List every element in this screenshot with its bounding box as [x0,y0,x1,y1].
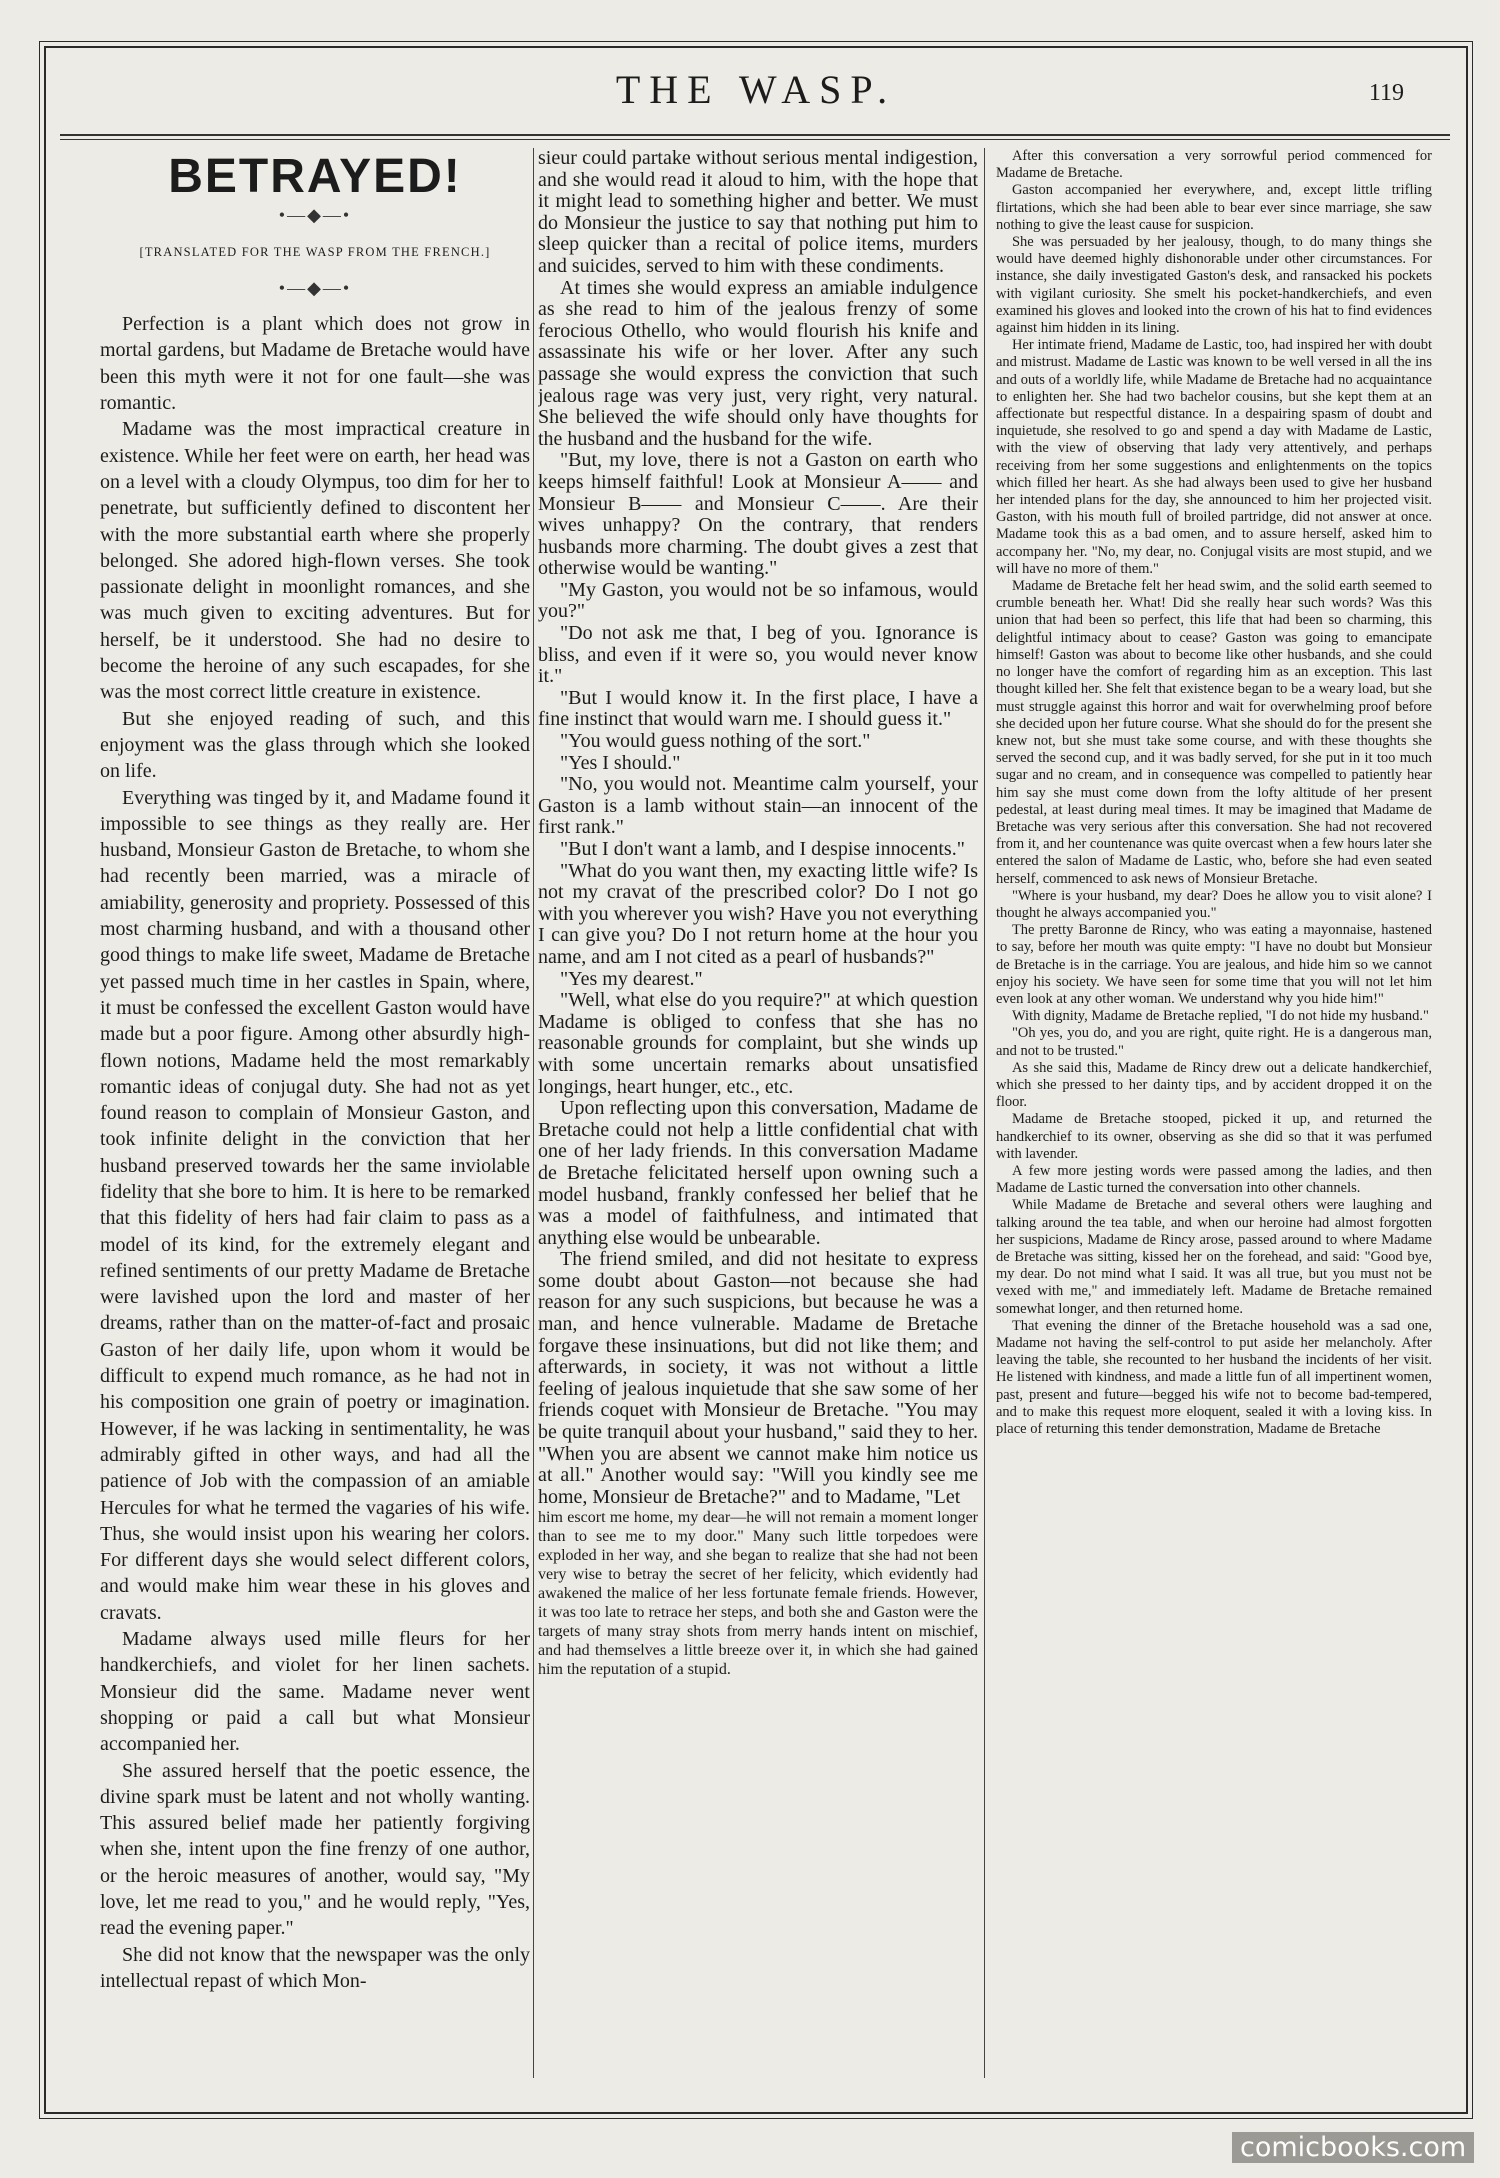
paragraph: At times she would express an amiable indulgence as she read to him of the jealous frenzy of some ferocious Othello, who would flourish his knife and assassinate his wife or her lover. After any such passage she would express the conviction that such jealous rage was very just, very right, very natural. She believed the wife should only have thoughts for the husband and the husband for the wife. [538,276,978,450]
article-title: BETRAYED! [168,150,462,203]
paragraph: After this conversation a very sorrowful period commenced for Madame de Bretache. [996,148,1432,182]
paragraph: "Well, what else do you require?" at which question Madame is obliged to confess that she has no reasonable grounds for complaint, but she winds up with some uncertain remarks about unsatisfied longings, heart hunger, etc., etc. [538,989,978,1098]
header-rule-thin [60,139,1450,140]
paragraph: "What do you want then, my exacting little wife? Is not my cravat of the prescribed color? Do I not go with you wherever you wish? Have you not everything I can give you? Do I not return home at the hour you name, and am I not cited as a pearl of husbands?" [538,859,978,968]
paragraph: The friend smiled, and did not hesitate to express some doubt about Gaston—not because she had reason for any such suspicions, but because he was a man, and hence vulnerable. Madame de Bretache forgave these insinuations, but did not like them; and afterwards, in society, it was not without a little feeling of jealous inquietude that she saw some of her friends coquet with Monsieur de Bretache. "You may be quite tranquil about your husband," said they to her. "When you are absent we cannot make him notice us at all." Another would say: "Will you kindly see me home, Monsieur de Bretache?" and to Madame, "Let [538,1248,978,1508]
paragraph: Madame always used mille fleurs for her handkerchiefs, and violet for her linen sachets. Monsieur did the same. Madame never went shopping or paid a call but what Monsieur accompanied her. [100,1628,530,1756]
paragraph: She did not know that the newspaper was the only intellectual repast of which Mon- [100,1943,530,1992]
paragraph: "Yes my dearest." [560,967,703,990]
paragraph: Madame de Bretache stooped, picked it up, and returned the handkerchief to its owner, observing as she did so that it was perfumed with lavender. [996,1111,1432,1162]
paragraph: "But I would know it. In the first place, I have a fine instinct that would warn me. I should guess it." [538,686,978,731]
paragraph: "Oh yes, you do, and you are right, quite right. He is a dangerous man, and not to be trusted." [996,1025,1432,1059]
paragraph: Her intimate friend, Madame de Lastic, too, had inspired her with doubt and mistrust. Madame de Lastic was known to be well versed in all the ins and outs of a worldly life, while Madame de Bretache had no acquaintance to enlighten her. She had two bachelor cousins, but she kept them at an affectionate but respectful distance. In a despairing spasm of doubt and inquietude, she resolved to go and spend a day with Madame de Lastic, with the view of observing that lady very attentively, and perhaps receiving from her some suggestions and enlightenments on the topics which filled her heart. As she had always been used to give her husband her intended plans for the day, she announced to him her projected visit. Gaston, with his mouth full of broiled partridge, did not answer at once. Madame took this as a bad omen, and to assure herself, asked him to accompany her. "No, my dear, no. Conjugal visits are most stupid, and we will have no more of them." [996,337,1432,577]
column-divider-2 [984,148,985,2078]
byline-ornament: •—◆—• [278,277,352,298]
paragraph: The pretty Baronne de Rincy, who was eating a mayonnaise, hastened to say, before her mouth was quite empty: "I have no doubt but Monsieur de Bretache is in the carriage. You are jealous, and hide him so we cannot enjoy his society. We have seen for some time that you will not let him even look at any other woman. We understand why you hide him!" [996,922,1432,1007]
paragraph: "My Gaston, you would not be so infamous, would you?" [538,578,978,623]
paragraph: But she enjoyed reading of such, and this enjoyment was the glass through which she looked on life. [100,707,530,783]
paragraph: Everything was tinged by it, and Madame found it impossible to see things as they really are. Her husband, Monsieur Gaston de Bretache, to whom she had recently been married, was a miracle of amiability, generosity and propriety. Possessed of this most charming husband, and with a thousand other good things to make life sweet, Madame de Bretache yet passed much time in her castles in Spain, where, it must be confessed the excellent Gaston would have made but a poor figure. Among other absurdly high-flown notions, Madame held the most remarkably romantic ideas of conjugal duty. She had not as yet found reason to complain of Monsieur Gaston, and took infinite delight in the conviction that her husband preserved towards her the same inviolable fidelity that she bore to him. It is here to be remarked that this fidelity of hers had fair claim to pass as a model of its kind, for the extremely elegant and refined sentiments of our pretty Madame de Bretache were lavished upon the lord and master of her dreams, rather than on the matter-of-fact and prosaic Gaston of her daily life, upon whom it would be difficult to expend much romance, as he had not in his composition one grain of poetry or imagination. However, if he was lacking in sentimentality, he was admirably gifted in other ways, and had all the patience of Job with the compassion of an amiable Hercules for what he termed the vagaries of his wife. Thus, she would insist upon his wearing her colors. For different days she would select different colors, and would make him wear these in his gloves and cravats. [100,786,530,1624]
masthead: THE WASP. [615,67,897,112]
paragraph: With dignity, Madame de Bretache replied, "I do not hide my husband." [1011,1008,1429,1025]
paragraph: Madame de Bretache felt her head swim, and the solid earth seemed to crumble beneath her. What! Did she really hear such words? Was this union that had been so perfect, this life that had been so charming, this delightful intimacy about to cease? Gaston was going to emancipate himself! Gaston was about to become like other husbands, and she could no longer have the comfort of regarding him as an exception. This last thought killed her. She felt that existence began to be a weary load, but she must struggle against this horror and wait for overwhelming proof before she decided upon her future course. What she should do for the present she knew not, but she must take some course, and with these thoughts she served the second cup, and it was badly served, for she put in it too much sugar and no cream, and in consequence was compelled to patiently hear him say she must come down from the lofty altitude of her present pedestal, at least during meal times. It may be imagined that Madame de Bretache was very serious after this conversation. She had not recovered from it, and her countenance was quite overcast when a few hours later she entered the salon of Madame de Lastic, who, before she had even seated herself, commenced to ask news of Monsieur Bretache. [996,578,1432,887]
column-2 [538,148,978,2078]
site-watermark: comicbooks.com [1232,2132,1474,2163]
paragraph: "Where is your husband, my dear? Does he allow you to visit alone? I thought he always accompanied you." [996,887,1432,921]
paragraph: That evening the dinner of the Bretache household was a sad one, Madame not having the self-control to put aside her melancholy. After leaving the table, she recounted to her husband the incidents of her visit. He listened with kindness, and made a little fun of all impertinent women, past, present and future—begged his wife not to become bad-tempered, and to make this request more eloquent, sealed it with a loving kiss. In place of returning this tender demonstration, Madame de Bretache [996,1317,1432,1438]
byline: [TRANSLATED FOR THE WASP FROM THE FRENCH.] [139,244,491,259]
paragraph: "Yes I should." [560,751,681,774]
paragraph: A few more jesting words were passed among the ladies, and then Madame de Lastic turned the conversation into other channels. [996,1162,1432,1197]
paragraph: While Madame de Bretache and several others were laughing and talking around the tea table, and when our heroine had almost forgotten her suspicions, Madame de Rincy arose, passed around to where Madame de Bretache was sitting, kissed her on the forehead, and said: "Good bye, my dear. Do not mind what I said. It was all true, but you must not be vexed with me," and immediately left. Madame de Bretache remained somewhat longer, and then returned home. [996,1197,1432,1317]
column-3 [996,148,1432,2078]
page-number: 119 [1368,80,1404,106]
paragraph: She was persuaded by her jealousy, though, to do many things she would have deemed highly dishonorable under other circumstances. For instance, she daily investigated Gaston's desk, and ransacked his pockets with vigilant curiosity. She smelt his pocket-handkerchiefs, and even examined his gloves and looked into the crown of his hat to find evidences against him hidden in its lining. [996,234,1432,337]
paragraph-small-type: him escort me home, my dear—he will not remain a moment longer than to see me to my door." Many such little torpedoes were exploded in her way, and she began to realize that she had not been very wise to betray the secret of her felicity, which evidently had awakened the malice of her less fortunate female friends. However, it was too late to retrace her steps, and both she and Gaston were the targets of many stray shots from merry hands intent on mischief, and had themselves a little breeze over it, in which she had gained him the reputation of a stupid. [538,1509,978,1679]
header-rule [60,134,1450,136]
column-1 [100,148,530,2078]
paragraph: "But I don't want a lamb, and I despise innocents." [560,838,965,860]
paragraph: She assured herself that the poetic essence, the divine spark must be latent and not wholly wanting. This assured belief made her patiently forgiving when she, intent upon the fine frenzy of one author, or the heroic measures of another, would say, "My love, let me read to you," and he would reply, "Yes, read the evening paper." [100,1759,530,1940]
paragraph: Madame was the most impractical creature in existence. While her feet were on earth, her head was on a level with a cloudy Olympus, too dim for her to penetrate, but sufficiently defined to discontent her with the more substantial earth where she properly belonged. She adored high-flown verses. She took passionate delight in moonlight romances, and she was much given to exciting adventures. But for herself, be it understood. She had no desire to become the heroine of any such escapades, for she was the most correct little creature in existence. [100,418,530,704]
paragraph: sieur could partake without serious mental indigestion, and she would read it aloud to him, with the hope that it might lead to something higher and better. We must do Monsieur the justice to say that nothing put him to sleep quicker than a recital of police items, murders and suicides, served to him with these condiments. [538,148,978,277]
title-ornament: •—◆—• [278,205,352,226]
paragraph: Perfection is a plant which does not grow in mortal gardens, but Madame de Bretache would have been this myth were it not for one fault—she was romantic. [100,313,530,415]
column-divider-1 [533,148,534,2078]
paragraph: As she said this, Madame de Rincy drew out a delicate handkerchief, which she pressed to her dainty tips, and by accident dropped it on the floor. [996,1059,1432,1111]
paragraph: "No, you would not. Meantime calm yourself, your Gaston is a lamb without stain—an innocent of the first rank." [538,773,978,839]
paragraph: Upon reflecting upon this conversation, Madame de Bretache could not help a little confidential chat with one of her lady friends. In this conversation Madame de Bretache felicitated herself upon owning such a model husband, frankly confessed her belief that he was a model of faithfulness, and intimated that anything else would be unbearable. [538,1097,978,1249]
paragraph: "But, my love, there is not a Gaston on earth who keeps himself faithful! Look at Monsieur A—— and Monsieur B—— and Monsieur C——. Are their wives unhappy? On the contrary, that renders husbands more charming. The doubt gives a zest that otherwise would be wanting." [538,449,978,580]
paragraph: Gaston accompanied her everywhere, and, except little trifling flirtations, which she had been able to bear ever since marriage, she saw nothing to give the least cause for suspicion. [996,182,1432,233]
paragraph: "You would guess nothing of the sort." [560,730,871,753]
paragraph: "Do not ask me that, I beg of you. Ignorance is bliss, and even if it were so, you would never know it." [538,622,978,688]
